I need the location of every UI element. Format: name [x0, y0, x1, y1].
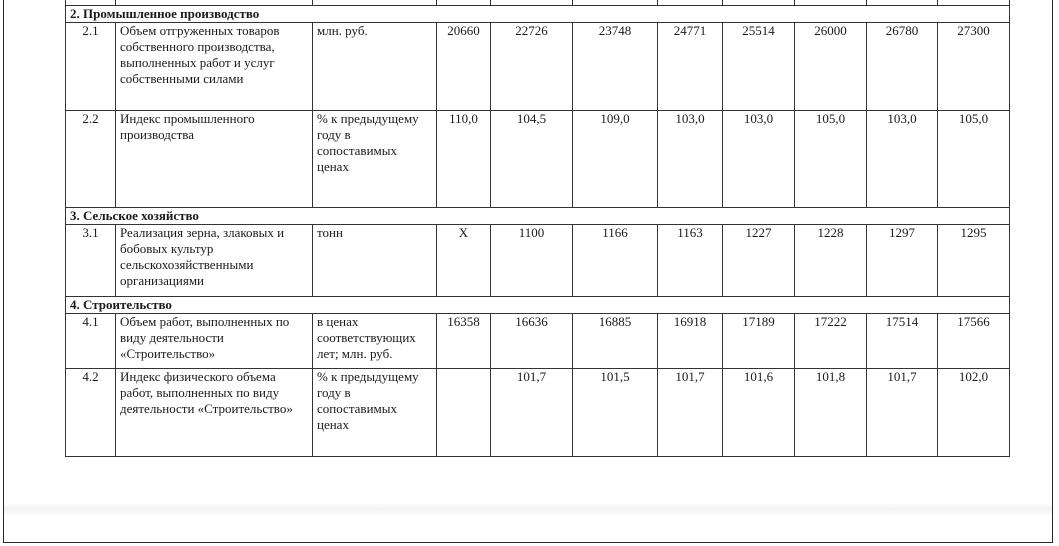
value-cell: 27300 [938, 23, 1010, 111]
table-row [66, 111, 1010, 208]
unit-of-measure: тонн [313, 225, 437, 297]
value-cell: 103,0 [658, 111, 723, 208]
value-cell: 105,0 [795, 111, 867, 208]
section-row [66, 297, 1010, 314]
value-cell: 16918 [658, 314, 723, 369]
value-cell: 17566 [938, 314, 1010, 369]
indicators-table [65, 0, 1010, 457]
value-cell: 25514 [723, 23, 795, 111]
value-cell: 103,0 [723, 111, 795, 208]
row-number: 2.1 [66, 23, 116, 111]
indicator-name: Индекс промышленного производства [116, 111, 313, 208]
value-cell: 109,0 [573, 111, 658, 208]
value-cell: 23748 [573, 23, 658, 111]
value-cell: 1166 [573, 225, 658, 297]
value-cell: 101,5 [573, 369, 658, 457]
section-title: 3. Сельское хозяйство [66, 208, 1010, 225]
row-number: 4.2 [66, 369, 116, 457]
value-cell: 101,7 [491, 369, 573, 457]
row-number: 2.2 [66, 111, 116, 208]
section-title: 4. Строительство [66, 297, 1010, 314]
value-cell: 105,0 [938, 111, 1010, 208]
value-cell: 26000 [795, 23, 867, 111]
indicator-name: Реализация зерна, злаковых и бобовых культур сельскохозяйственными организациями [116, 225, 313, 297]
value-cell: 1163 [658, 225, 723, 297]
value-cell [437, 369, 491, 457]
value-cell: 101,7 [867, 369, 938, 457]
value-cell: 17514 [867, 314, 938, 369]
value-cell: 103,0 [867, 111, 938, 208]
value-cell: 1295 [938, 225, 1010, 297]
value-cell: 16636 [491, 314, 573, 369]
indicator-name: Объем отгруженных товаров собственного производства, выполненных работ и услуг собственными силами [116, 23, 313, 111]
value-cell: Х [437, 225, 491, 297]
value-cell: 17189 [723, 314, 795, 369]
value-cell: 1100 [491, 225, 573, 297]
value-cell: 110,0 [437, 111, 491, 208]
value-cell: 104,5 [491, 111, 573, 208]
value-cell: 20660 [437, 23, 491, 111]
indicator-name: Объем работ, выполненных по виду деятельности «Строительство» [116, 314, 313, 369]
value-cell: 101,6 [723, 369, 795, 457]
section-title: 2. Промышленное производство [66, 6, 1010, 23]
table-row [66, 225, 1010, 297]
unit-of-measure: % к предыдущему году в сопоставимых ценах [313, 111, 437, 208]
value-cell: 101,7 [658, 369, 723, 457]
value-cell: 17222 [795, 314, 867, 369]
indicator-name: Индекс физического объема работ, выполненных по виду деятельности «Строительство» [116, 369, 313, 457]
value-cell: 101,8 [795, 369, 867, 457]
value-cell: 22726 [491, 23, 573, 111]
value-cell: 1297 [867, 225, 938, 297]
row-number: 3.1 [66, 225, 116, 297]
value-cell: 102,0 [938, 369, 1010, 457]
value-cell: 1228 [795, 225, 867, 297]
scan-shadow [4, 502, 1052, 516]
section-row [66, 6, 1010, 23]
value-cell: 26780 [867, 23, 938, 111]
unit-of-measure: млн. руб. [313, 23, 437, 111]
value-cell: 24771 [658, 23, 723, 111]
row-number: 4.1 [66, 314, 116, 369]
section-row [66, 208, 1010, 225]
value-cell: 1227 [723, 225, 795, 297]
table-row [66, 369, 1010, 457]
table-row [66, 314, 1010, 369]
value-cell: 16358 [437, 314, 491, 369]
value-cell: 16885 [573, 314, 658, 369]
unit-of-measure: % к предыдущему году в сопоставимых ценах [313, 369, 437, 457]
table-row [66, 23, 1010, 111]
unit-of-measure: в ценах соответствующих лет; млн. руб. [313, 314, 437, 369]
